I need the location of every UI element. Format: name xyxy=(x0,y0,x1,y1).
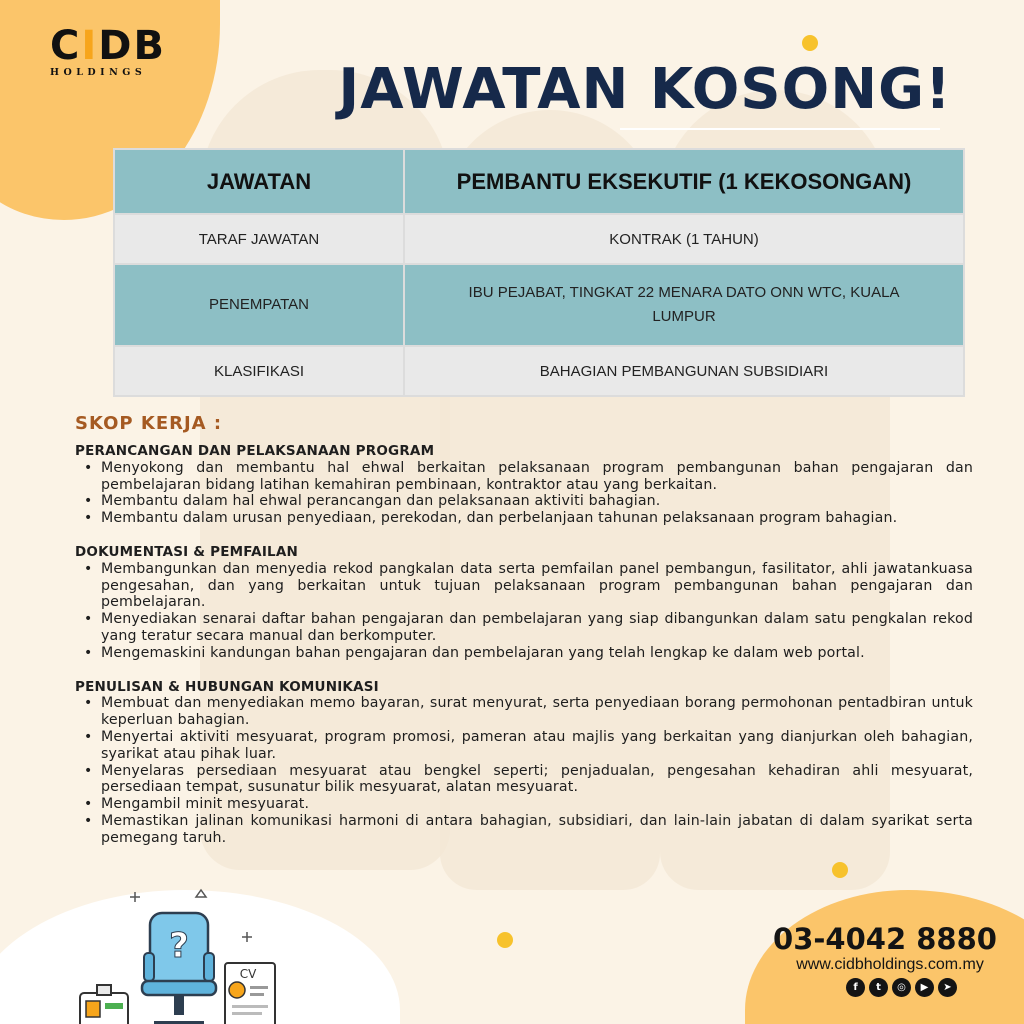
table-header-label: JAWATAN xyxy=(114,149,404,214)
bullet-list xyxy=(75,695,973,846)
table-row-value: IBU PEJABAT, TINGKAT 22 MENARA DATO ONN WTC, KUALA LUMPUR xyxy=(404,264,964,346)
logo-main-text: CIDB xyxy=(50,23,166,69)
list-item: • Membuat dan menyediakan memo bayaran, surat menyurat, serta penyediaan borang permohonan pentadbiran untuk keperluan bahagian. xyxy=(75,695,973,729)
yellow-dot xyxy=(802,35,818,51)
cv-label: CV xyxy=(239,967,257,981)
youtube-icon[interactable]: ▶ xyxy=(915,978,934,997)
table-row-label: TARAF JAWATAN xyxy=(114,214,404,264)
bullet-list xyxy=(75,460,973,527)
cidb-logo xyxy=(50,23,170,78)
table-row-value: BAHAGIAN PEMBANGUNAN SUBSIDIARI xyxy=(404,346,964,396)
list-item: • Membangunkan dan menyedia rekod pangkalan data serta pemfailan panel pembangun, fasilitator, ahli jawatankuasa pengesahan, dan yang berkaitan untuk tujuan pelaksanaan program pembangunan bahan pengajaran dan pembelajaran. xyxy=(75,561,973,611)
phone-number[interactable]: 03-4042 8880 xyxy=(773,922,997,956)
list-item: • Menyelaras persediaan mesyuarat atau bengkel seperti; penjadualan, pengesahan kehadiran ahli mesyuarat, persediaan tempat, susunatur bilik mesyuarat, alatan mesyuarat. xyxy=(75,763,973,797)
job-details-table xyxy=(113,148,965,397)
list-item: • Mengambil minit mesyuarat. xyxy=(75,796,973,813)
table-row xyxy=(114,264,964,346)
section-heading: PENULISAN & HUBUNGAN KOMUNIKASI xyxy=(75,678,379,695)
scope-section xyxy=(75,443,973,527)
scope-section xyxy=(75,679,973,847)
logo-sub-text: HOLDINGS xyxy=(50,67,147,78)
section-heading: PERANCANGAN DAN PELAKSANAAN PROGRAM xyxy=(75,443,435,459)
yellow-dot xyxy=(497,932,513,948)
website-link[interactable]: www.cidbholdings.com.my xyxy=(796,956,984,973)
list-item: • Membantu dalam urusan penyediaan, perekodan, dan perbelanjaan tahunan pelaksanaan program bahagian. xyxy=(75,510,973,527)
list-item: • Mengemaskini kandungan bahan pengajaran dan pembelajaran yang telah lengkap ke dalam web portal. xyxy=(75,645,973,662)
table-row-value: KONTRAK (1 TAHUN) xyxy=(404,214,964,264)
social-icons xyxy=(846,978,957,997)
list-item: • Menyediakan senarai daftar bahan pengajaran dan pembelajaran yang siap dibangunkan dalam satu pengkalan rekod yang teratur secara manual dan berkomputer. xyxy=(75,611,973,645)
list-item: • Membantu dalam hal ehwal perancangan dan pelaksanaan aktiviti bahagian. xyxy=(75,493,973,510)
hiring-illustration xyxy=(70,885,290,1024)
table-header-value: PEMBANTU EKSEKUTIF (1 KEKOSONGAN) xyxy=(404,149,964,214)
page-title: JAWATAN KOSONG! xyxy=(338,57,952,122)
table-row xyxy=(114,214,964,264)
table-header-row xyxy=(114,149,964,214)
headline-underline xyxy=(620,128,940,130)
id-badge-icon xyxy=(80,985,128,1024)
list-item: • Memastikan jalinan komunikasi harmoni di antara bahagian, subsidiari, dan lain-lain jabatan di dalam syarikat serta pemegang taruh. xyxy=(75,813,973,847)
question-mark-icon: ? xyxy=(169,926,189,966)
scope-section xyxy=(75,544,973,662)
section-heading: DOKUMENTASI & PEMFAILAN xyxy=(75,543,298,560)
bullet-list xyxy=(75,561,973,662)
scope-content xyxy=(75,443,973,864)
table-row xyxy=(114,346,964,396)
facebook-icon[interactable]: f xyxy=(846,978,865,997)
table-row-label: KLASIFIKASI xyxy=(114,346,404,396)
twitter-icon[interactable]: t xyxy=(869,978,888,997)
table-row-label: PENEMPATAN xyxy=(114,264,404,346)
instagram-icon[interactable]: ◎ xyxy=(892,978,911,997)
yellow-dot xyxy=(832,862,848,878)
list-item: • Menyokong dan membantu hal ehwal berkaitan pelaksanaan program pembangunan bahan pengajaran dan pembelajaran bidang latihan kemahiran pembinaan, kontraktor atau yang berkaitan. xyxy=(75,460,973,494)
telegram-icon[interactable]: ➤ xyxy=(938,978,957,997)
scope-title: SKOP KERJA : xyxy=(75,413,223,434)
list-item: • Menyertai aktiviti mesyuarat, program promosi, pameran atau majlis yang berkaitan yang dianjurkan oleh bahagian, syarikat atau pihak luar. xyxy=(75,729,973,763)
